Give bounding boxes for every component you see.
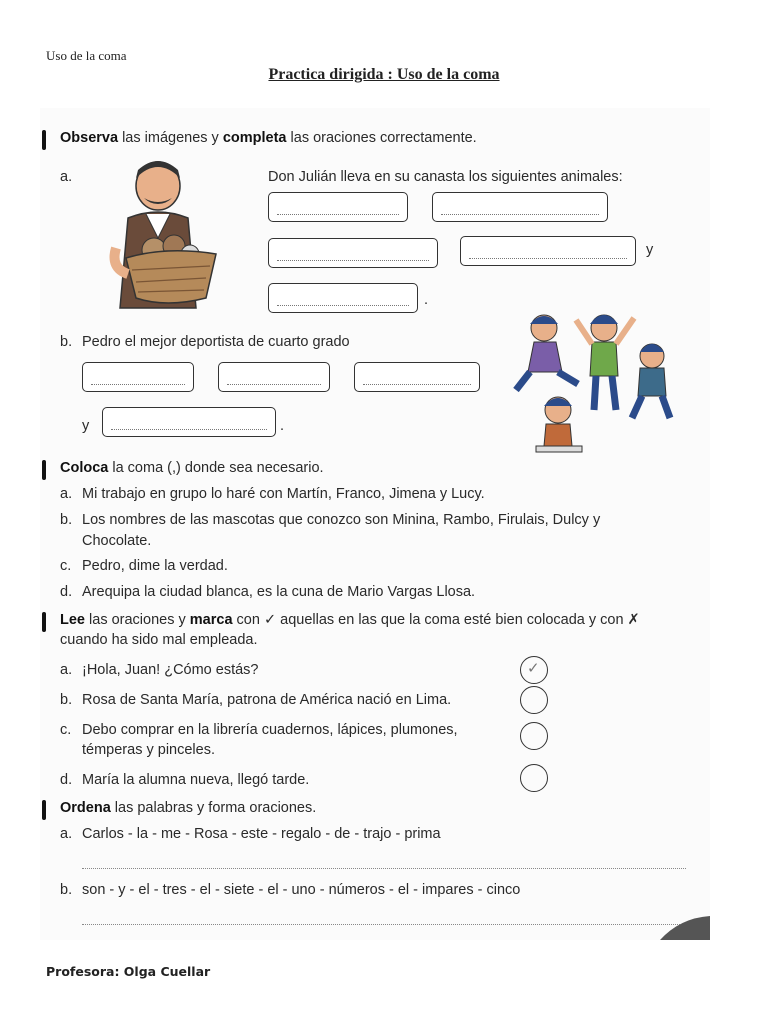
man-with-basket-illustration xyxy=(106,158,236,318)
check-circle[interactable] xyxy=(520,722,548,750)
subject-label: Uso de la coma xyxy=(46,48,127,63)
connector-y: y xyxy=(646,242,654,258)
word-list: Carlos - la - me - Rosa - este - regalo - de - trajo - prima xyxy=(82,826,441,842)
worksheet-scan xyxy=(40,108,710,940)
section4-instruction: Ordena las palabras y forma oraciones. xyxy=(60,800,317,816)
sentence: ¡Hola, Juan! ¿Cómo estás? xyxy=(82,662,259,678)
item-b-letter: b. xyxy=(60,334,73,350)
page-title: Practica dirigida : Uso de la coma xyxy=(268,66,500,83)
section2-instruction: Coloca la coma (,) donde sea necesario. xyxy=(60,460,324,476)
sentence: Rosa de Santa María, patrona de América nació en Lima. xyxy=(82,692,452,708)
answer-line[interactable] xyxy=(82,924,702,925)
item-a-letter: a. xyxy=(60,169,73,185)
item-letter: a. xyxy=(60,826,73,842)
section-marker xyxy=(42,800,46,820)
sentence: Debo comprar en la librería cuadernos, lápices, plumones, xyxy=(82,722,458,738)
answer-line[interactable] xyxy=(82,868,686,869)
check-circle[interactable] xyxy=(520,686,548,714)
sentence: Los nombres de las mascotas que conozco son Minina, Rambo, Firulais, Dulcy y xyxy=(82,512,601,528)
item-letter: a. xyxy=(60,662,73,678)
section3-instruction: Lee las oraciones y marca con ✓ aquellas en las que la coma esté bien colocada y con ✗ xyxy=(60,612,640,628)
connector-y: y xyxy=(82,418,90,434)
section3-instruction-line2: cuando ha sido mal empleada. xyxy=(60,632,258,648)
children-playing-illustration xyxy=(506,306,688,456)
answer-box[interactable] xyxy=(268,238,438,268)
section1-instruction: Observa las imágenes y completa las oraciones correctamente. xyxy=(60,130,477,146)
item-letter: b. xyxy=(60,512,73,528)
check-mark: ✓ xyxy=(527,660,540,677)
sentence: Pedro, dime la verdad. xyxy=(82,558,228,574)
item-letter: b. xyxy=(60,692,73,708)
answer-box[interactable] xyxy=(218,362,330,392)
answer-box[interactable] xyxy=(354,362,480,392)
sentence: Arequipa la ciudad blanca, es la cuna de Mario Vargas Llosa. xyxy=(82,584,476,600)
teacher-name: Profesora: Olga Cuellar xyxy=(46,964,211,979)
item-letter: c. xyxy=(60,722,72,738)
section-marker xyxy=(42,130,46,150)
section-marker xyxy=(42,612,46,632)
period: . xyxy=(280,418,285,434)
sentence: María la alumna nueva, llegó tarde. xyxy=(82,772,310,788)
item-letter: b. xyxy=(60,882,73,898)
item-a-text: Don Julián lleva en su canasta los siguientes animales: xyxy=(268,169,623,185)
sentence: Chocolate. xyxy=(82,533,152,549)
item-letter: a. xyxy=(60,486,73,502)
answer-box[interactable] xyxy=(82,362,194,392)
item-b-text: Pedro el mejor deportista de cuarto grado xyxy=(82,334,350,350)
check-circle[interactable] xyxy=(520,764,548,792)
check-circle[interactable] xyxy=(520,656,548,684)
page-corner-decoration xyxy=(660,914,710,940)
word-list: son - y - el - tres - el - siete - el - uno - números - el - impares - cinco xyxy=(82,882,521,898)
answer-box[interactable] xyxy=(432,192,608,222)
section-marker xyxy=(42,460,46,480)
period: . xyxy=(424,292,429,308)
answer-box[interactable] xyxy=(268,283,418,313)
item-letter: c. xyxy=(60,558,72,574)
sentence: témperas y pinceles. xyxy=(82,742,215,758)
answer-box[interactable] xyxy=(268,192,408,222)
answer-box[interactable] xyxy=(460,236,636,266)
item-letter: d. xyxy=(60,584,73,600)
item-letter: d. xyxy=(60,772,73,788)
sentence: Mi trabajo en grupo lo haré con Martín, Franco, Jimena y Lucy. xyxy=(82,486,485,502)
answer-box[interactable] xyxy=(102,407,276,437)
